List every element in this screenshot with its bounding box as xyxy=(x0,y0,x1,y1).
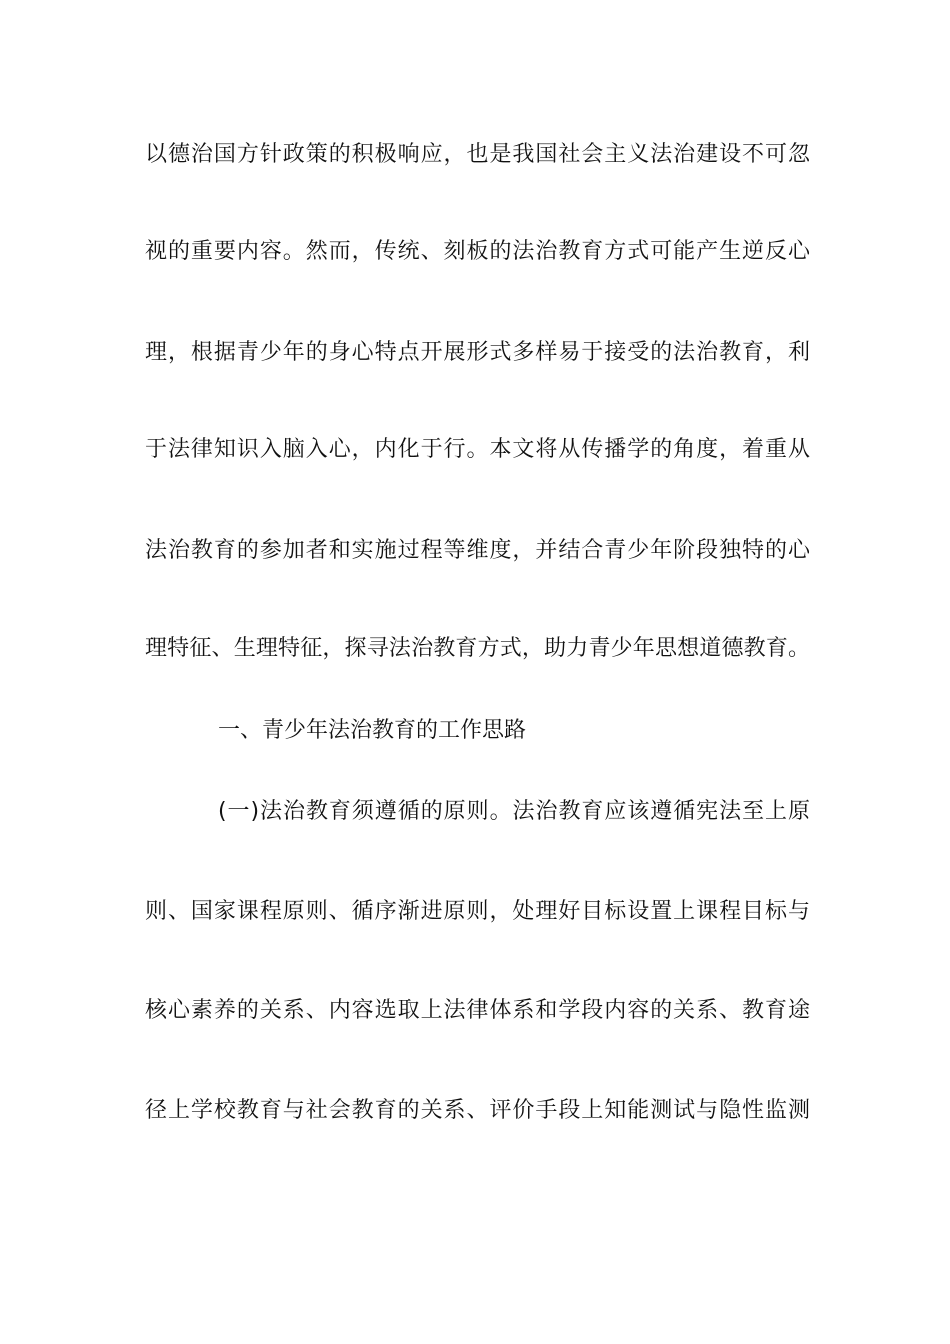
body-text-line: 视的重要内容。然而，传统、刻板的法治教育方式可能产生逆反心 xyxy=(145,239,810,264)
body-text-line: 理，根据青少年的身心特点开展形式多样易于接受的法治教育，利 xyxy=(145,340,810,365)
section-heading: 一、青少年法治教育的工作思路 xyxy=(218,718,527,743)
body-text-line: 径上学校教育与社会教育的关系、评价手段上知能测试与隐性监测 xyxy=(145,1098,810,1123)
body-text-line: 核心素养的关系、内容选取上法律体系和学段内容的关系、教育途 xyxy=(145,998,810,1023)
body-text-line: 以德治国方针政策的积极响应，也是我国社会主义法治建设不可忽 xyxy=(145,142,810,167)
body-text-line: 则、国家课程原则、循序渐进原则，处理好目标设置上课程目标与 xyxy=(145,899,810,924)
body-text-line: 于法律知识入脑入心，内化于行。本文将从传播学的角度，着重从 xyxy=(145,437,810,462)
body-text-line: 法治教育的参加者和实施过程等维度，并结合青少年阶段独特的心 xyxy=(145,538,810,563)
subsection-first-line: (一)法治教育须遵循的原则。法治教育应该遵循宪法至上原 xyxy=(218,799,810,824)
body-text-line: 理特征、生理特征，探寻法治教育方式，助力青少年思想道德教育。 xyxy=(145,636,810,661)
